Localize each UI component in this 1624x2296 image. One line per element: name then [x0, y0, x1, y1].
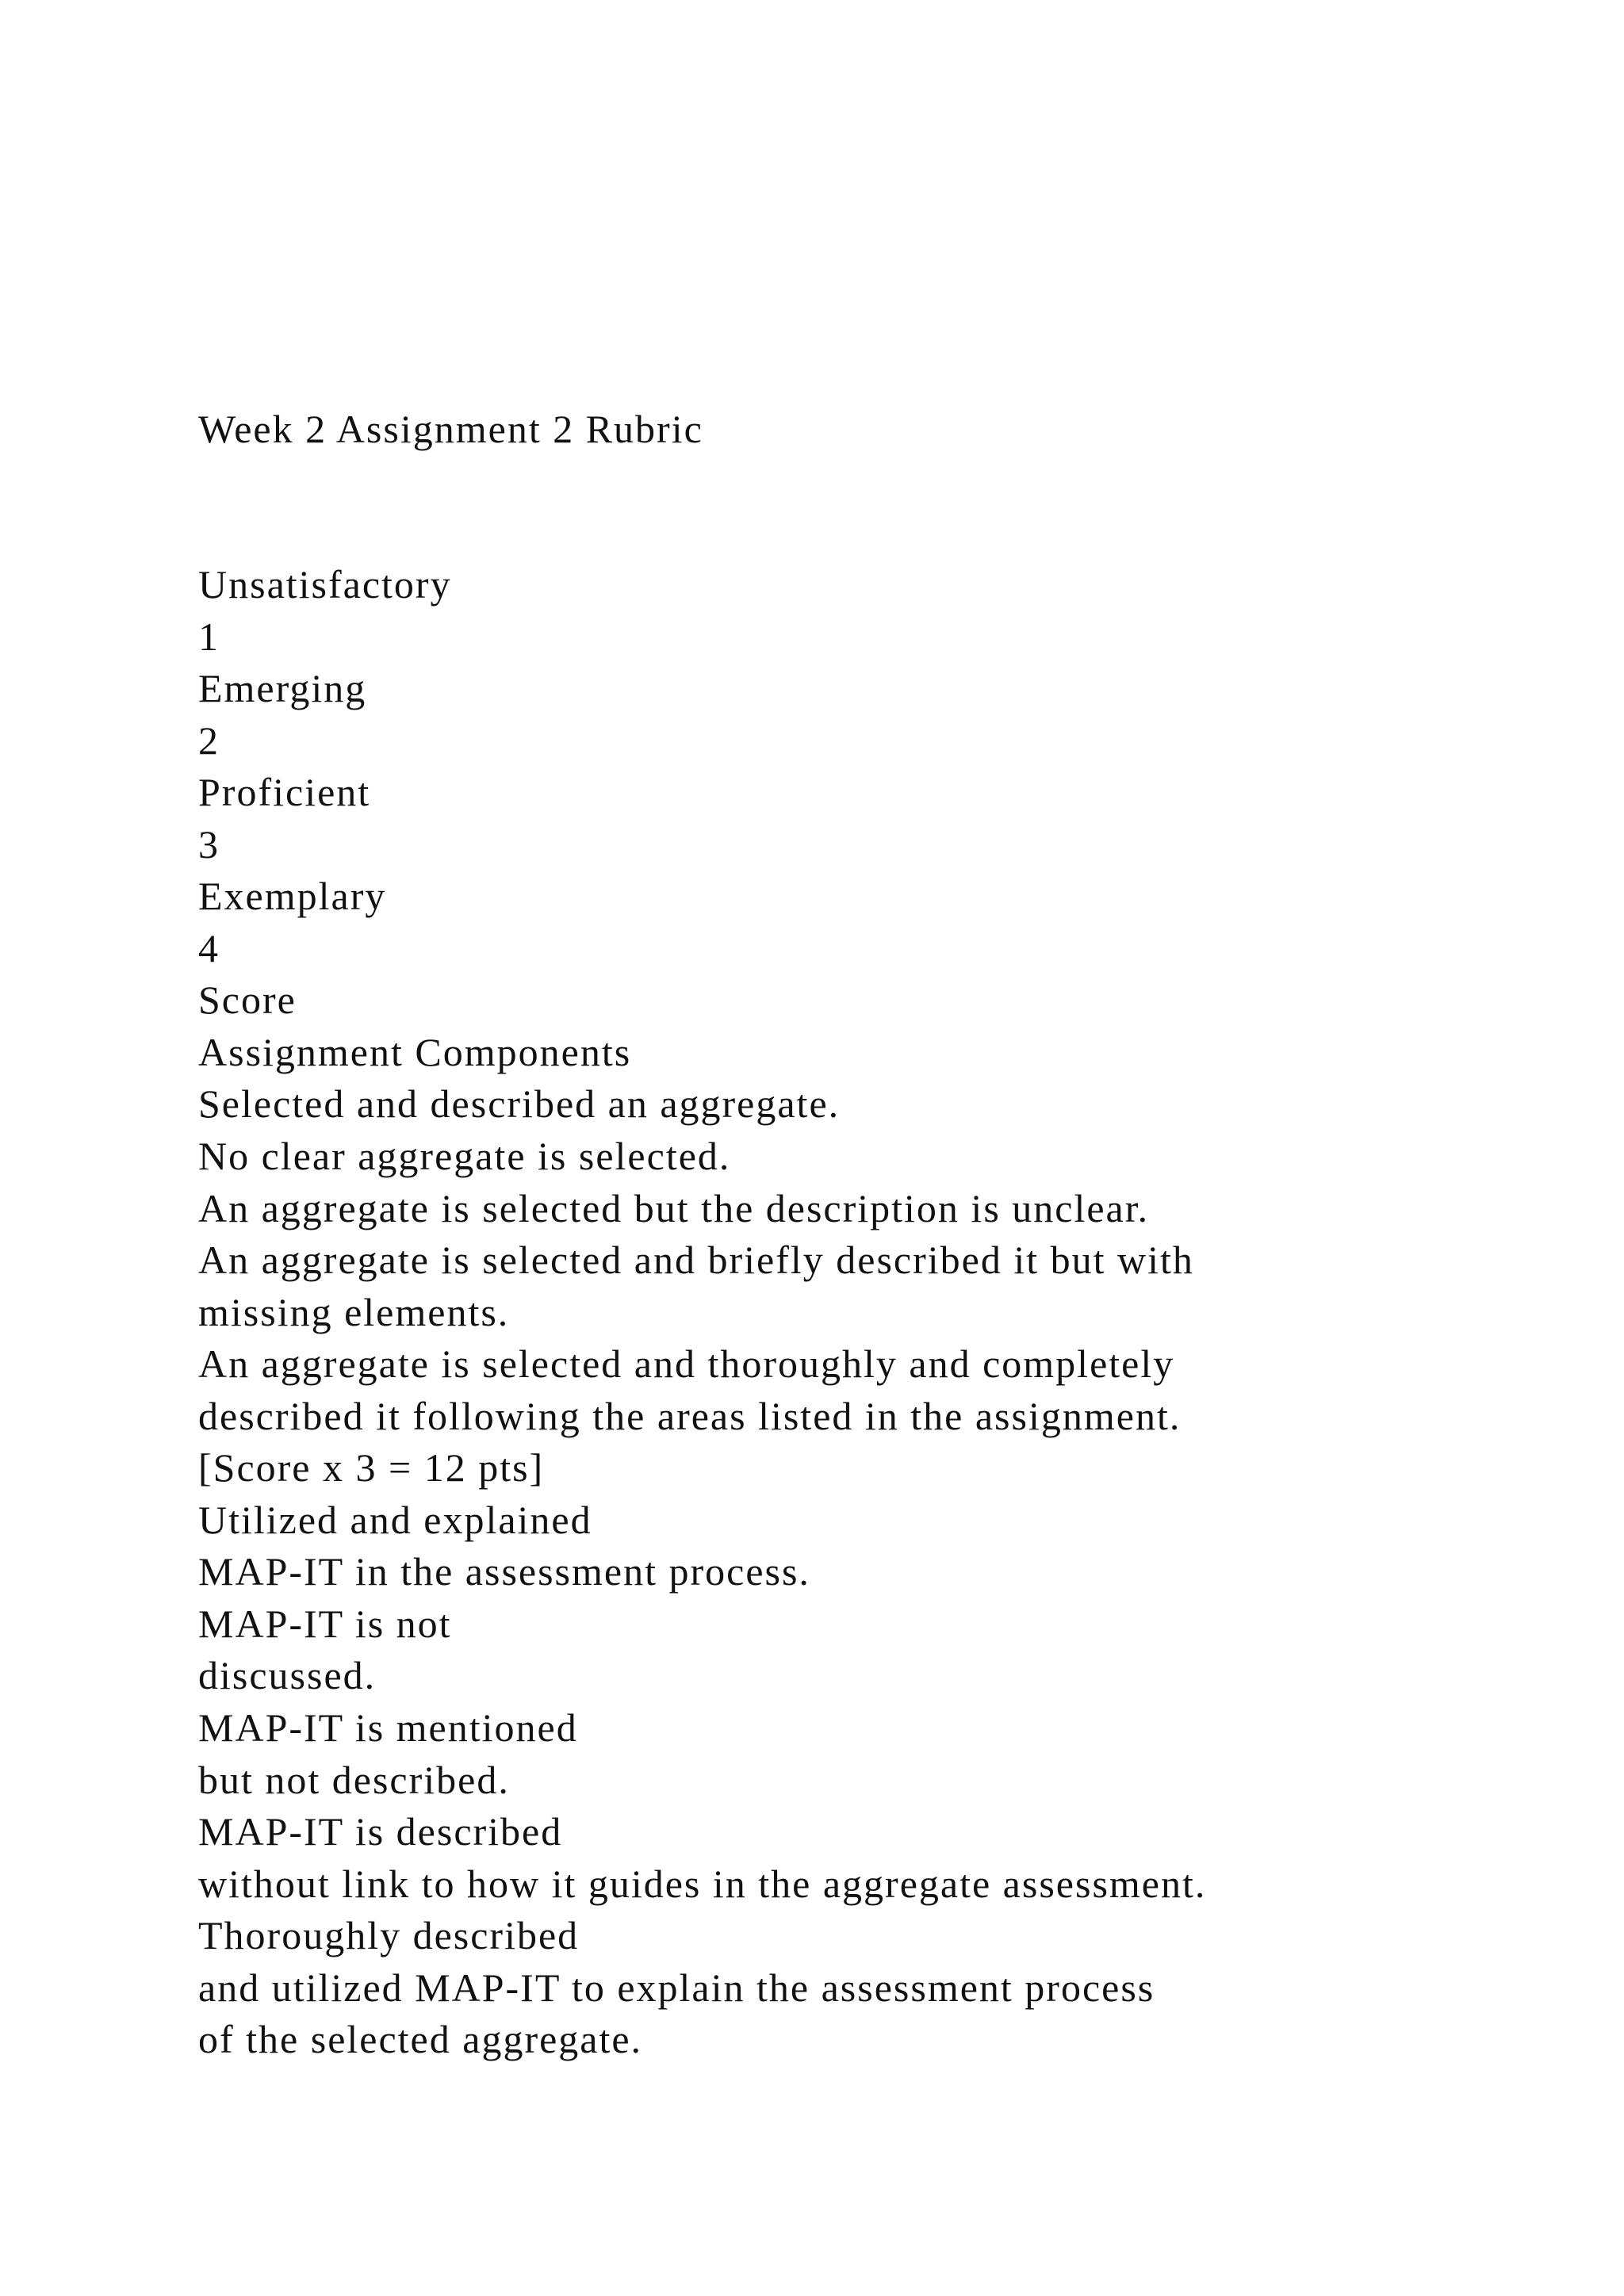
mapit-exemplary-line-1: Thoroughly described	[198, 1913, 580, 1958]
mapit-unsatisfactory-line-1: MAP-IT is not	[198, 1601, 452, 1646]
rubric-points-4: 4	[198, 925, 220, 970]
rubric-points-3: 3	[198, 821, 220, 867]
rubric-points-2: 2	[198, 718, 220, 763]
document-title: Week 2 Assignment 2 Rubric	[198, 407, 703, 451]
rubric-level-emerging: Emerging	[198, 666, 367, 711]
aggregate-unsatisfactory: No clear aggregate is selected.	[198, 1134, 731, 1179]
mapit-exemplary-line-2: and utilized MAP-IT to explain the assessment process	[198, 1965, 1155, 2010]
aggregate-exemplary-line-2: described it following the areas listed in the assignment.	[198, 1393, 1182, 1438]
rubric-level-unsatisfactory: Unsatisfactory	[198, 562, 452, 607]
rubric-level-exemplary: Exemplary	[198, 874, 387, 919]
aggregate-proficient-line-1: An aggregate is selected and briefly described it but with	[198, 1238, 1194, 1283]
criterion-mapit-line-1: Utilized and explained	[198, 1497, 592, 1542]
rubric-score-header: Score	[198, 978, 297, 1023]
mapit-emerging-line-1: MAP-IT is mentioned	[198, 1705, 578, 1751]
aggregate-proficient-line-2: missing elements.	[198, 1289, 510, 1334]
criterion-aggregate: Selected and described an aggregate.	[198, 1081, 841, 1127]
mapit-exemplary-line-3: of the selected aggregate.	[198, 2017, 643, 2062]
mapit-unsatisfactory-line-2: discussed.	[198, 1653, 377, 1698]
aggregate-exemplary-line-1: An aggregate is selected and thoroughly and completely	[198, 1341, 1175, 1387]
aggregate-emerging: An aggregate is selected but the description is unclear.	[198, 1185, 1150, 1230]
rubric-points-1: 1	[198, 614, 220, 659]
mapit-proficient-line-1: MAP-IT is described	[198, 1809, 563, 1854]
criterion-mapit-line-2: MAP-IT in the assessment process.	[198, 1549, 810, 1594]
mapit-proficient-line-2: without link to how it guides in the aggregate assessment.	[198, 1861, 1207, 1906]
mapit-emerging-line-2: but not described.	[198, 1757, 510, 1802]
rubric-level-proficient: Proficient	[198, 770, 371, 815]
rubric-text-body	[198, 559, 1546, 2066]
rubric-components-header: Assignment Components	[198, 1029, 632, 1074]
aggregate-score-weight: [Score x 3 = 12 pts]	[198, 1445, 545, 1490]
